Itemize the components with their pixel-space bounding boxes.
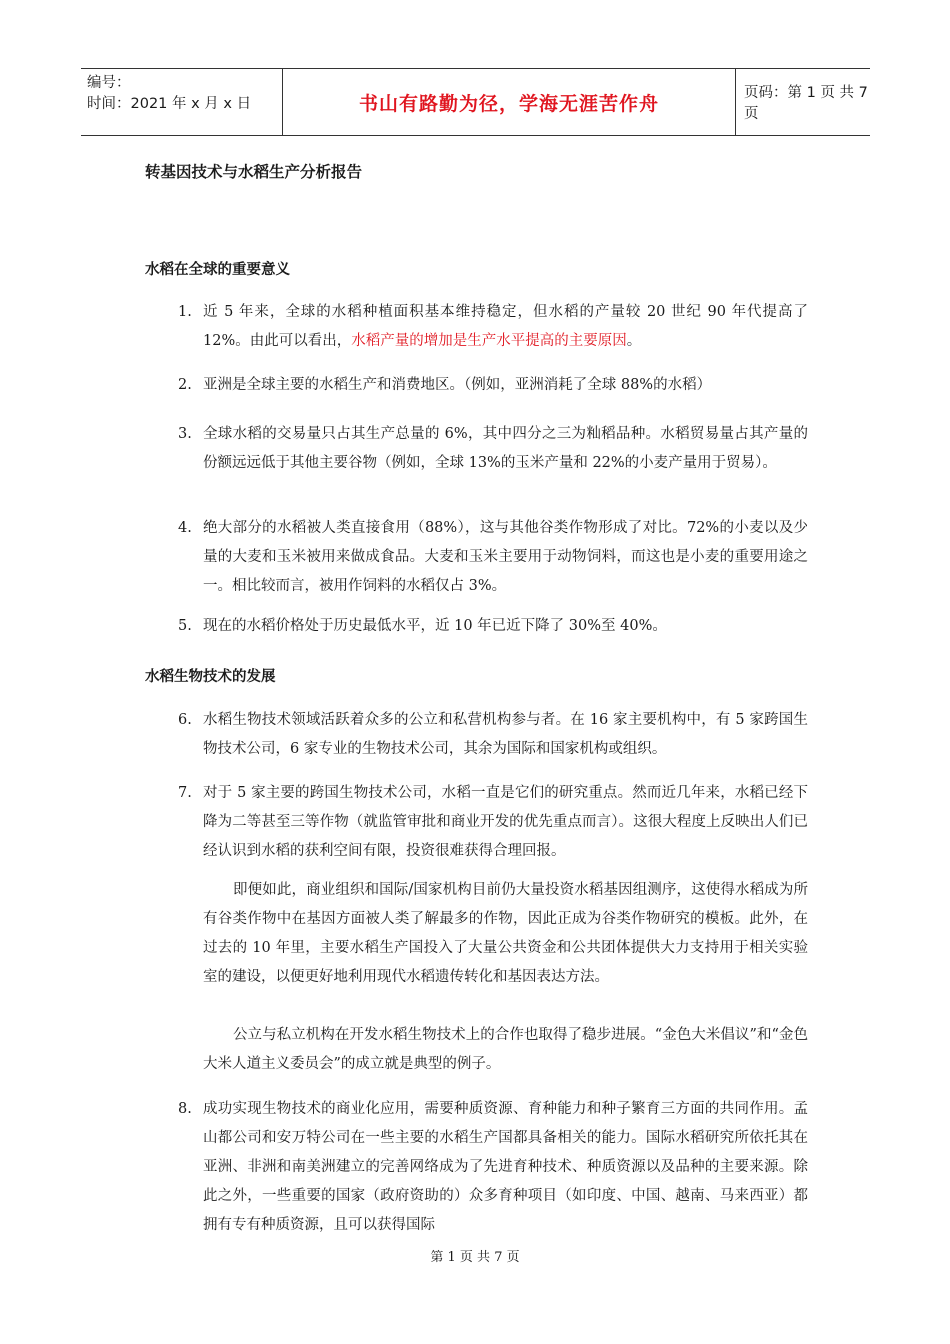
- list-item-number: 4.: [178, 520, 192, 536]
- list-item: [178, 1095, 808, 1240]
- list-item: [178, 779, 808, 866]
- list-item: [178, 706, 808, 764]
- section-heading-biotech: 水稻生物技术的发展: [145, 669, 276, 685]
- header-motto: 书山有路勤为径，学海无涯苦作舟: [358, 92, 659, 115]
- list-item-text-part: 。: [626, 333, 642, 349]
- list-item-number: 6.: [178, 712, 192, 728]
- body-paragraph: 即便如此，商业组织和国际/国家机构目前仍大量投资水稻基因组测序，这使得水稻成为所有谷类作物中在基因方面被人类了解最多的作物，因此正成为谷类作物研究的模板。此外，在过去的 10 年里，主要水稻生产国投入了大量公共资金和公共团体提供大力支持用于相关实验室的建设，以便更好地利用现代水稻遗传转化和基因表达方法。: [203, 882, 808, 985]
- list-item-text: 水稻生物技术领域活跃着众多的公立和私营机构参与者。在 16 家主要机构中，有 5 家跨国生物技术公司，6 家专业的生物技术公司，其余为国际和国家机构或组织。: [203, 712, 808, 757]
- page-header: [81, 68, 870, 136]
- list-item-text: 现在的水稻价格处于历史最低水平，近 10 年已近下降了 30%至 40%。: [203, 618, 667, 634]
- list-item: [178, 514, 808, 601]
- list-item-text: 亚洲是全球主要的水稻生产和消费地区。（例如，亚洲消耗了全球 88%的水稻）: [203, 377, 712, 393]
- list-item-number: 8.: [178, 1101, 192, 1117]
- header-page-number: 页码：第 1 页 共 7 页: [744, 85, 868, 122]
- list-item-text: 成功实现生物技术的商业化应用，需要种质资源、育种能力和种子繁育三方面的共同作用。孟山都公司和安万特公司在一些主要的水稻生产国都具备相关的能力。国际水稻研究所依托其在亚洲、非洲和南美洲建立的完善网络成为了先进育种技术、种质资源以及品种的主要来源。除此之外，一些重要的国家（政府资助的）众多育种项目（如印度、中国、越南、马来西亚）都拥有专有种质资源，且可以获得国际: [203, 1101, 808, 1233]
- highlighted-text: 水稻产量的增加是生产水平提高的主要原因: [351, 333, 627, 349]
- list-item-text: [203, 298, 808, 356]
- list-item-text: 对于 5 家主要的跨国生物技术公司，水稻一直是它们的研究重点。然而近几年来，水稻已经下降为二等甚至三等作物（就监管审批和商业开发的优先重点而言）。这很大程度上反映出人们已经认识到水稻的获利空间有限，投资很难获得合理回报。: [203, 785, 808, 859]
- list-item: [178, 371, 808, 400]
- list-item: [178, 298, 808, 356]
- list-item-number: 5.: [178, 618, 192, 634]
- list-item: [178, 612, 808, 641]
- list-item-number: 7.: [178, 785, 192, 801]
- header-motto-cell: [282, 69, 736, 135]
- list-item-number: 2.: [178, 377, 192, 393]
- document-date-label: 时间：2021 年 x 月 x 日: [87, 96, 252, 112]
- document-number-label: 编号：: [87, 75, 131, 91]
- body-paragraph: 公立与私立机构在开发水稻生物技术上的合作也取得了稳步进展。“金色大米倡议”和“金色大米人道主义委员会”的成立就是典型的例子。: [203, 1027, 808, 1072]
- section-heading-importance: 水稻在全球的重要意义: [145, 262, 290, 278]
- list-item-number: 3.: [178, 426, 192, 442]
- list-item-text: 绝大部分的水稻被人类直接食用（88%），这与其他谷类作物形成了对比。72%的小麦以及少量的大麦和玉米被用来做成食品。大麦和玉米主要用于动物饲料，而这也是小麦的重要用途之一。相比较而言，被用作饲料的水稻仅占 3%。: [203, 520, 808, 594]
- list-item-text-part: 近 5 年来，全球的水稻种植面积基本维持稳定，但水稻的产量较 20 世纪 90 年代提高了 12%。由此可以看出，: [203, 304, 808, 349]
- document-title: 转基因技术与水稻生产分析报告: [145, 163, 363, 181]
- list-item-text: 全球水稻的交易量只占其生产总量的 6%，其中四分之三为籼稻品种。水稻贸易量占其产量的份额远远低于其他主要谷物（例如，全球 13%的玉米产量和 22%的小麦产量用于贸易）。: [203, 426, 808, 471]
- list-item-number: 1.: [178, 304, 192, 320]
- list-item: [178, 420, 808, 478]
- header-info: [81, 69, 282, 135]
- page-footer: 第 1 页 共 7 页: [430, 1250, 520, 1265]
